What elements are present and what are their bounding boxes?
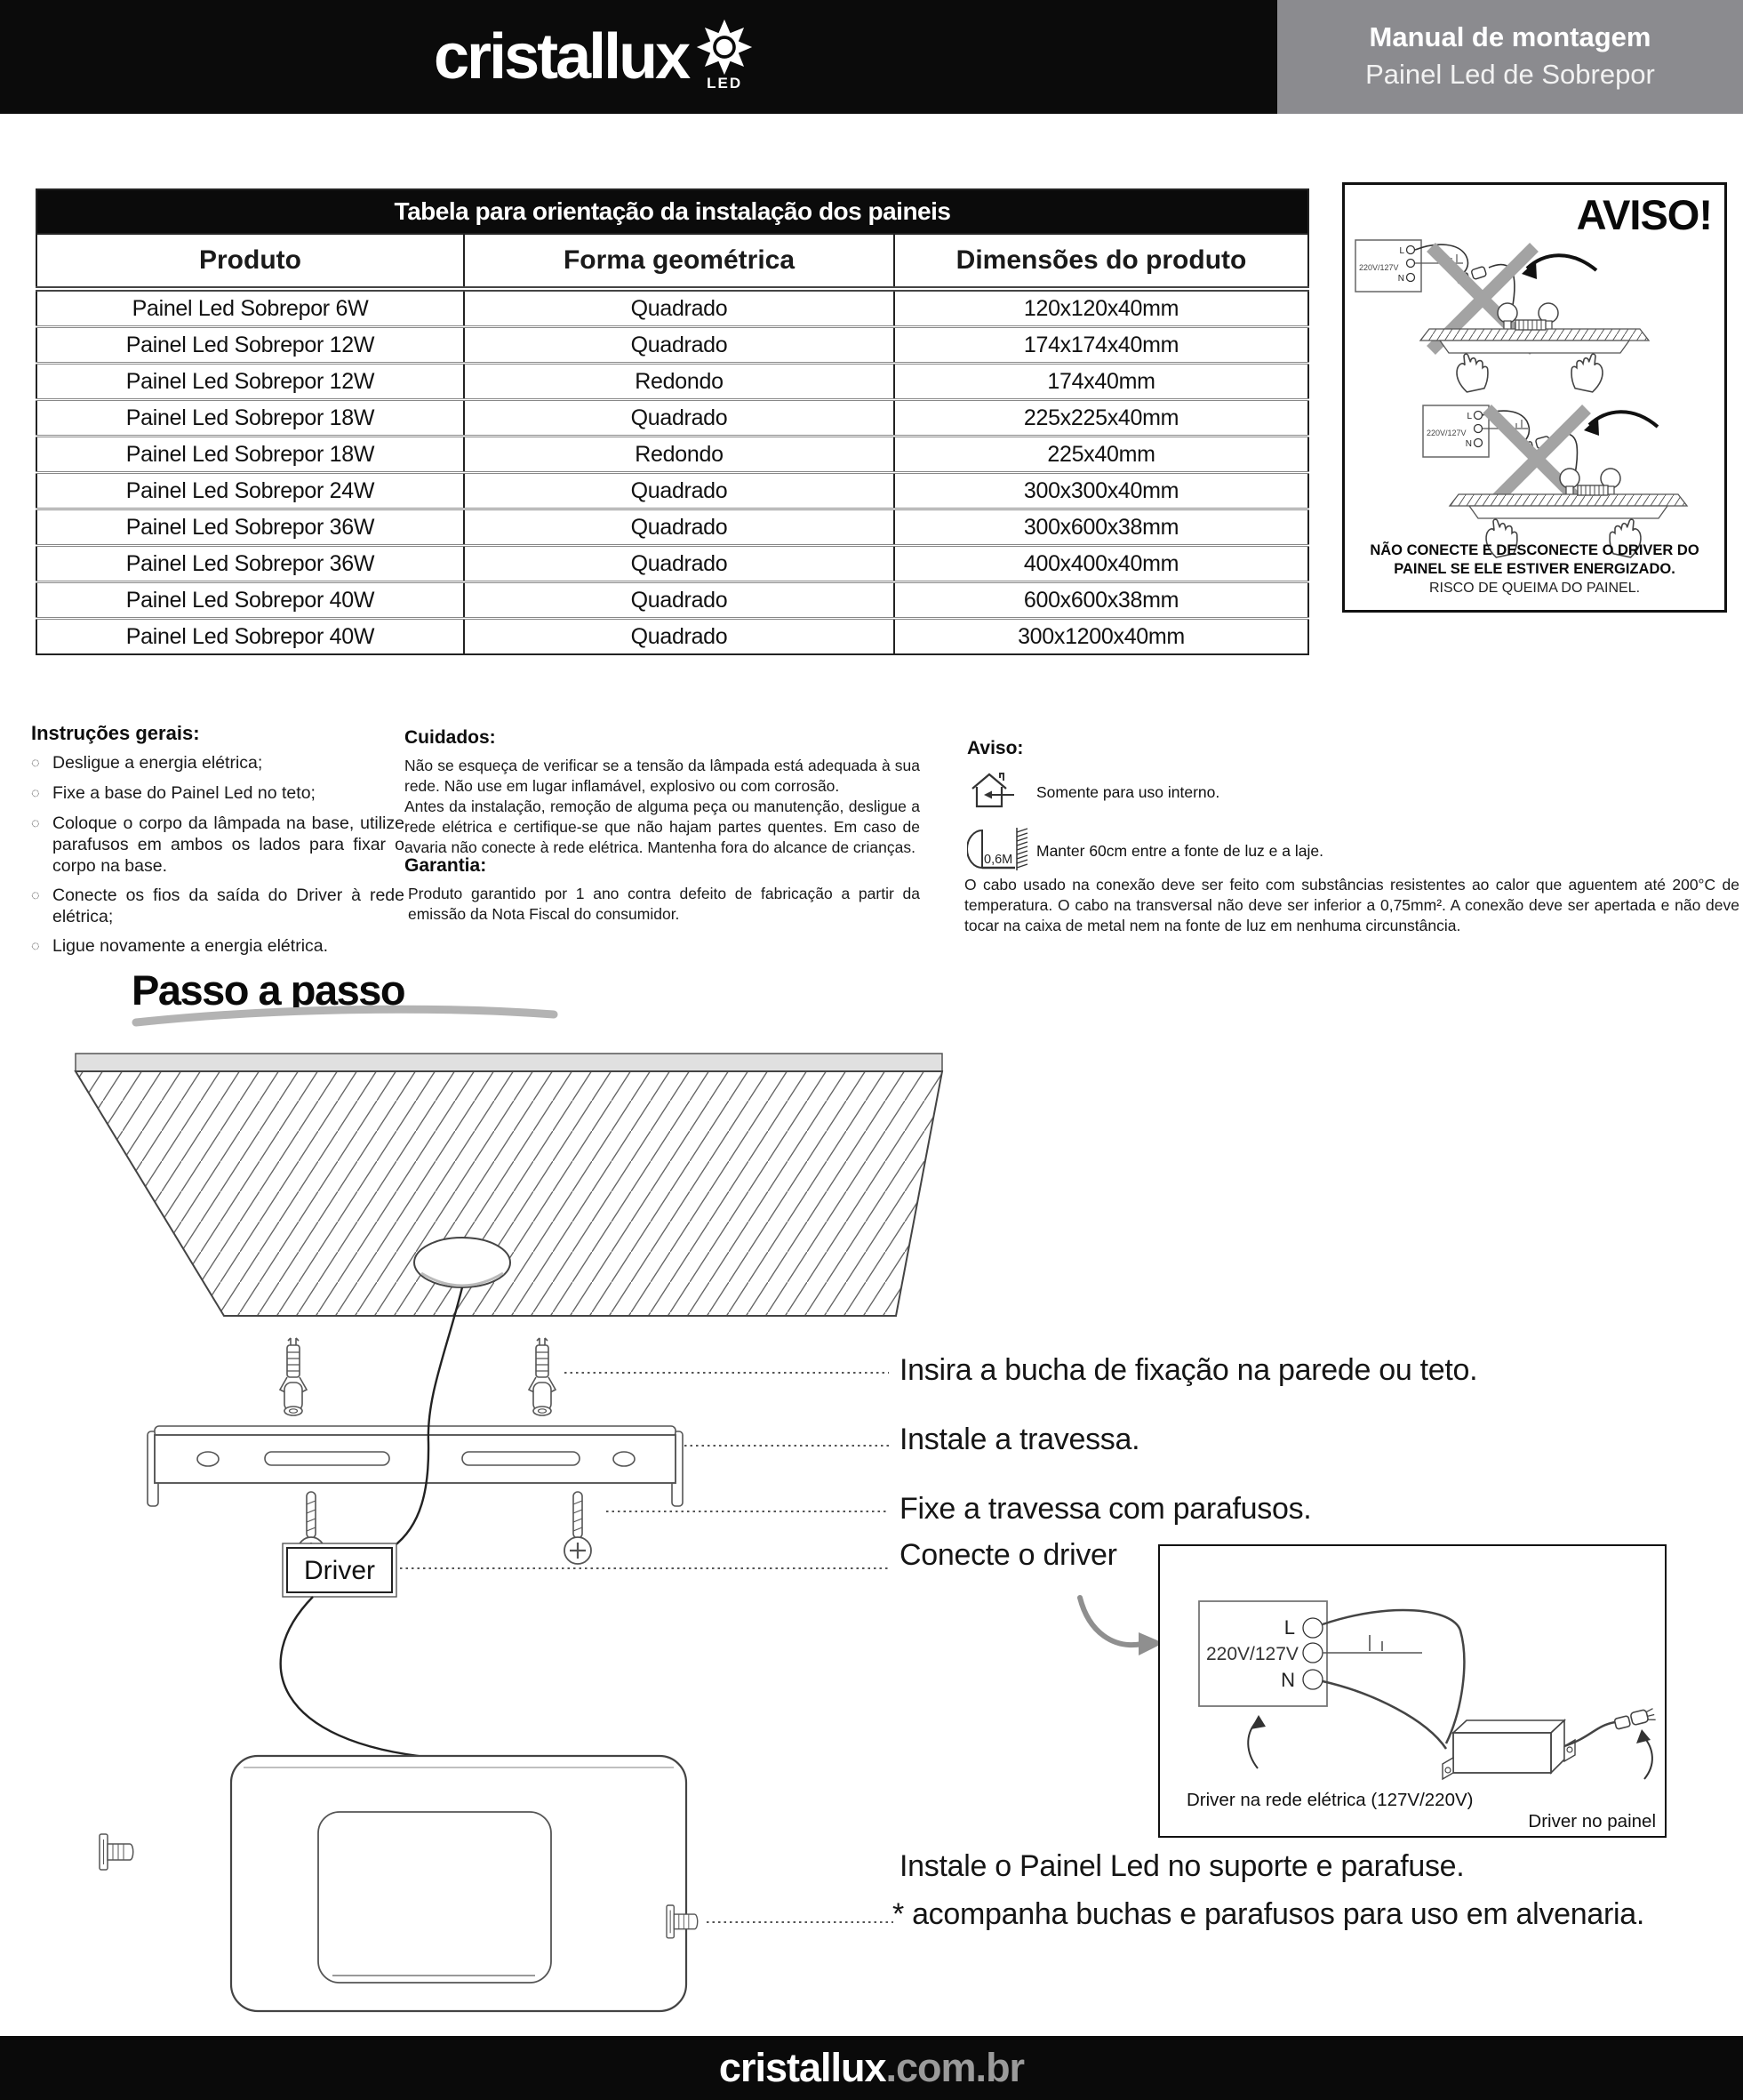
manual-subtitle: Painel Led de Sobrepor (1365, 59, 1655, 90)
installation-diagram (44, 1040, 951, 2045)
col-dimensoes: Dimensões do produto (894, 234, 1308, 289)
dotted-circle-bullet-icon: ◌ (31, 816, 40, 831)
col-produto: Produto (36, 234, 464, 289)
sun-star-icon (695, 18, 754, 76)
wrong-connection-diagram-1 (1355, 240, 1649, 393)
table-row: Painel Led Sobrepor 18W Quadrado 225x225x40mm (36, 400, 1308, 437)
ceiling-hole (414, 1238, 510, 1287)
dotted-circle-bullet-icon: ◌ (31, 786, 40, 801)
inset-terminal-n: N (1281, 1669, 1295, 1691)
step-by-step-title: Passo a passo (132, 966, 405, 1014)
distance-label: 0,6M (984, 853, 1013, 867)
warning-box (1342, 182, 1727, 613)
general-instructions (31, 722, 404, 966)
manual-title: Manual de montagem (1369, 21, 1651, 52)
led-panel-graphic (231, 1756, 686, 2011)
manual-title-box (1277, 0, 1743, 114)
table-row: Painel Led Sobrepor 18W Redondo 225x40mm (36, 437, 1308, 473)
table-row: Painel Led Sobrepor 12W Quadrado 174x174x40mm (36, 327, 1308, 364)
table-header-row (36, 234, 1308, 289)
mounting-bracket-graphic (148, 1426, 683, 1506)
table-row: Painel Led Sobrepor 36W Quadrado 400x400x40mm (36, 546, 1308, 582)
notice-text: Manter 60cm entre a fonte de luz e a laje. (1036, 842, 1323, 860)
connector-graphic (1614, 1708, 1656, 1729)
section-title: Cuidados: (404, 727, 496, 748)
hand-icon (1568, 350, 1606, 393)
power-wire (393, 1287, 462, 1547)
list-item: ◌ Fixe a base do Painel Led no teto; (31, 783, 316, 803)
step-label-anchor: Insira a bucha de fixação na parede ou teto. (899, 1353, 1478, 1387)
terminal-n-label: N (1465, 439, 1472, 449)
step-label-panel-note: * acompanha buchas e parafusos para uso em alvenaria. (892, 1897, 1644, 1931)
wall-anchor-icon (529, 1338, 556, 1415)
hand-icon (1453, 350, 1491, 393)
ceiling-graphic (76, 1054, 942, 1316)
table-row: Painel Led Sobrepor 36W Quadrado 300x600x38mm (36, 509, 1308, 546)
step-label-panel: Instale o Painel Led no suporte e parafuse. (899, 1849, 1465, 1883)
side-screw-icon (100, 1834, 133, 1870)
dotted-circle-bullet-icon: ◌ (31, 756, 40, 771)
footer-brand: cristallux (718, 2045, 886, 2090)
underline-swoosh (129, 1003, 564, 1028)
table-title: Tabela para orientação da instalação dos paineis (36, 189, 1308, 234)
brand-logo (434, 12, 754, 101)
step-label-bracket: Instale a travessa. (899, 1423, 1140, 1456)
footer-bar (0, 2036, 1743, 2100)
driver-box-graphic (283, 1543, 396, 1597)
section-title: Garantia: (404, 855, 487, 876)
list-item: ◌ Conecte os fios da saída do Driver à rede elétrica; (31, 886, 404, 926)
care-section (404, 727, 920, 858)
warranty-text: Produto garantido por 1 ano contra defeito de fabricação a partir da emissão da Nota Fiscal do consumidor. (408, 885, 920, 923)
terminal-l-label: L (1399, 246, 1404, 256)
driver-wire (281, 1597, 434, 1758)
warning-text: NÃO CONECTE E DESCONECTE O DRIVER DO PAINEL SE ELE ESTIVER ENERGIZADO. RISCO DE QUEIMA DO PAINEL. (1370, 542, 1699, 596)
driver-wiring-inset (1158, 1544, 1667, 1838)
curved-arrow-icon (1062, 1593, 1169, 1669)
list-item: ◌ Ligue novamente a energia elétrica. (31, 936, 329, 956)
inset-panel-label: Driver no painel (1528, 1811, 1656, 1831)
list-item: ◌ Desligue a energia elétrica; (31, 753, 263, 773)
driver-wiring-diagram (1160, 1546, 1664, 1835)
wall-anchor-icon (280, 1338, 307, 1415)
header-bar (0, 0, 1743, 114)
table-row: Painel Led Sobrepor 6W Quadrado 120x120x40mm (36, 289, 1308, 327)
footer-suffix: .com.br (885, 2045, 1025, 2090)
brand-logo-text: cristallux (434, 21, 689, 92)
screw-icon (564, 1492, 591, 1564)
arrow-icon (1251, 1715, 1266, 1729)
dotted-circle-bullet-icon: ◌ (31, 939, 40, 954)
section-title: Aviso: (967, 738, 1024, 758)
step-label-screws: Fixe a travessa com parafusos. (899, 1492, 1312, 1526)
step-label-driver: Conecte o driver (899, 1538, 1117, 1572)
terminal-n-label: N (1397, 274, 1404, 284)
arrow-icon (1636, 1729, 1651, 1743)
distance-to-ceiling-icon (967, 826, 1031, 872)
socket-voltage-label: 220V/127V (1359, 263, 1399, 272)
table-row: Painel Led Sobrepor 40W Quadrado 600x600x38mm (36, 582, 1308, 619)
dotted-circle-bullet-icon: ◌ (31, 888, 40, 903)
panel-spec-table (36, 188, 1309, 655)
care-paragraph: Não se esqueça de verificar se a tensão da lâmpada está adequada à sua rede. Não use em lugar inflamável, explosivo ou com corrosão. (404, 757, 920, 795)
table-row: Painel Led Sobrepor 24W Quadrado 300x300x40mm (36, 473, 1308, 509)
indoor-use-house-icon (967, 770, 1017, 811)
arrow-icon (1584, 417, 1599, 436)
notice-text: Somente para uso interno. (1036, 783, 1220, 801)
notice-row (967, 826, 1733, 877)
inset-source-label: Driver na rede elétrica (127V/220V) (1187, 1790, 1474, 1810)
table-row: Painel Led Sobrepor 40W Quadrado 300x1200x40mm (36, 619, 1308, 655)
driver-label: Driver (304, 1556, 375, 1585)
col-forma: Forma geométrica (464, 234, 894, 289)
inset-voltage-label: 220V/127V (1206, 1644, 1299, 1664)
list-item: ◌ Coloque o corpo da lâmpada na base, utilize parafusos em ambos os lados para fixar o corpo na base. (31, 814, 404, 876)
brand-logo-sub: LED (707, 75, 743, 92)
socket-voltage-label: 220V/127V (1427, 429, 1467, 437)
warning-title: AVISO! (1576, 191, 1712, 238)
wrong-connection-diagram-2 (1423, 405, 1687, 558)
driver-3d-graphic (1443, 1720, 1575, 1779)
notice-section (967, 738, 1733, 877)
inset-terminal-l: L (1283, 1616, 1295, 1639)
section-title: Instruções gerais: (31, 722, 200, 744)
care-paragraph: Antes da instalação, remoção de alguma peça ou manutenção, desligue a rede elétrica e certifique-se que não hajam partes quentes. Em caso de avaria não conecte à rede elétrica. Mantenha fora do alcance de crianças. (404, 798, 920, 856)
terminal-l-label: L (1467, 412, 1472, 421)
warranty-section (404, 855, 920, 925)
table-row: Painel Led Sobrepor 12W Redondo 174x40mm (36, 364, 1308, 400)
cable-note: O cabo usado na conexão deve ser feito com substâncias resistentes ao calor que aguentem até 200°C de temperatura. O cabo na transversal não deve ser inferior a 0,75mm². A conexão deve ser apertada e não deve tocar na caixa de metal nem na fonte de luz em nenhuma circunstância. (964, 876, 1739, 934)
notice-row (967, 770, 1733, 815)
